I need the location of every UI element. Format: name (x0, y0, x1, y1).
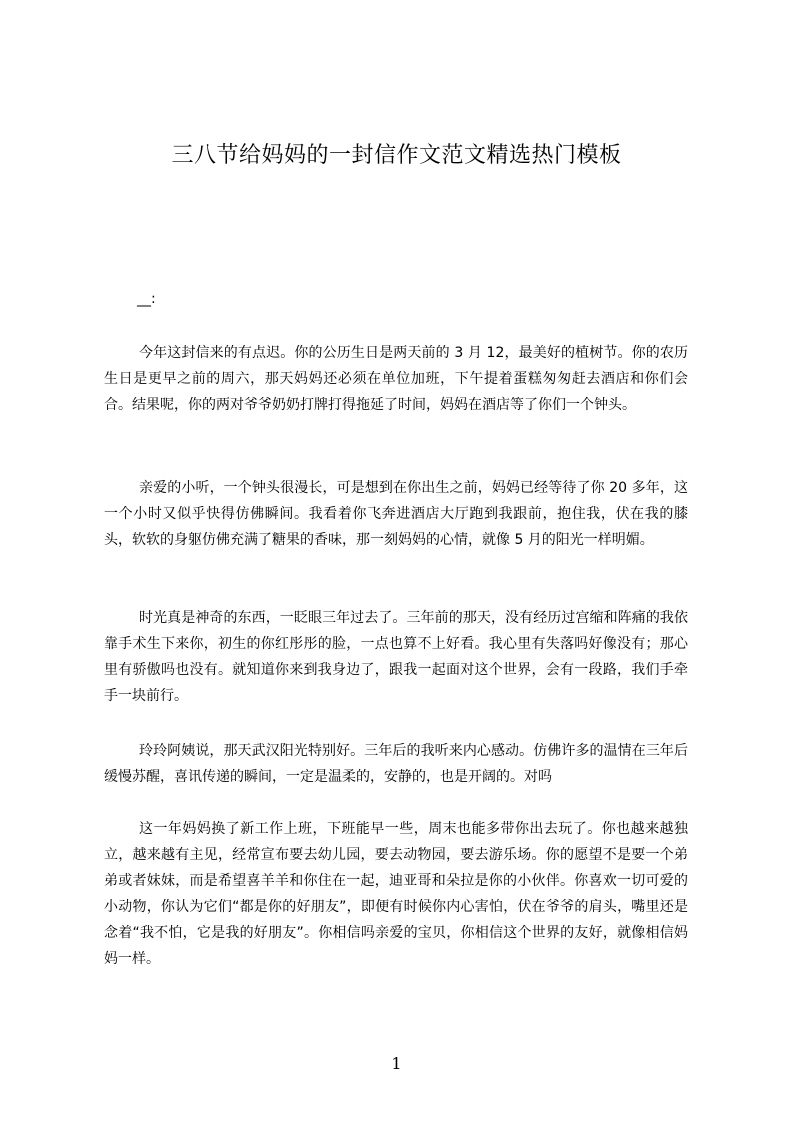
section-heading: __: (137, 291, 156, 307)
paragraph-text: 今年这封信来的有点迟。你的公历生日是两天前的 3 月 12，最美好的植树节。你的农历生日是更早之前的周六，那天妈妈还必须在单位加班，下午提着蛋糕匆匆赶去酒店和你们会合。结果呢，你的两对爷爷奶奶打牌打得拖延了时间，妈妈在酒店等了你们一个钟头。 (104, 345, 688, 413)
paragraph-4 (104, 738, 688, 790)
paragraph-text: 这一年妈妈换了新工作上班，下班能早一些，周末也能多带你出去玩了。你也越来越独立，越来越有主见，经常宣布要去幼儿园，要去动物园，要去游乐场。你的愿望不是要一个弟弟或者妹妹，而是希望喜羊羊和你住在一起，迪亚哥和朵拉是你的小伙伴。你喜欢一切可爱的小动物，你认为它们“都是你的好朋友”，即便有时候你内心害怕，伏在爷爷的肩头，嘴里还是念着“我不怕，它是我的好朋友”。你相信吗亲爱的宝贝，你相信这个世界的友好，就像相信妈妈一样。 (104, 821, 688, 967)
document-title: 三八节给妈妈的一封信作文范文精选热门模板 (171, 143, 622, 168)
paragraph-5 (104, 816, 688, 972)
paragraph-2 (104, 475, 688, 553)
paragraph-text: 玲玲阿姨说，那天武汉阳光特别好。三年后的我听来内心感动。仿佛许多的温情在三年后缓慢苏醒，喜讯传递的瞬间，一定是温柔的，安静的，也是开阔的。对吗 (104, 743, 688, 785)
paragraph-text: 亲爱的小听，一个钟头很漫长，可是想到在你出生之前，妈妈已经等待了你 20 多年，这一个小时又似乎快得仿佛瞬间。我看着你飞奔进酒店大厅跑到我跟前，抱住我，伏在我的膝头，软软的身躯仿佛充满了糖果的香味，那一刻妈妈的心情，就像 5 月的阳光一样明媚。 (104, 480, 688, 548)
paragraph-1 (104, 340, 688, 418)
paragraph-3 (104, 605, 688, 709)
page-number: 1 (391, 1054, 402, 1073)
paragraph-text: 时光真是神奇的东西，一眨眼三年过去了。三年前的那天，没有经历过宫缩和阵痛的我依靠手术生下来你，初生的你红彤彤的脸，一点也算不上好看。我心里有失落吗好像没有；那心里有骄傲吗也没有。就知道你来到我身边了，跟我一起面对这个世界，会有一段路，我们手牵手一块前行。 (104, 610, 688, 704)
